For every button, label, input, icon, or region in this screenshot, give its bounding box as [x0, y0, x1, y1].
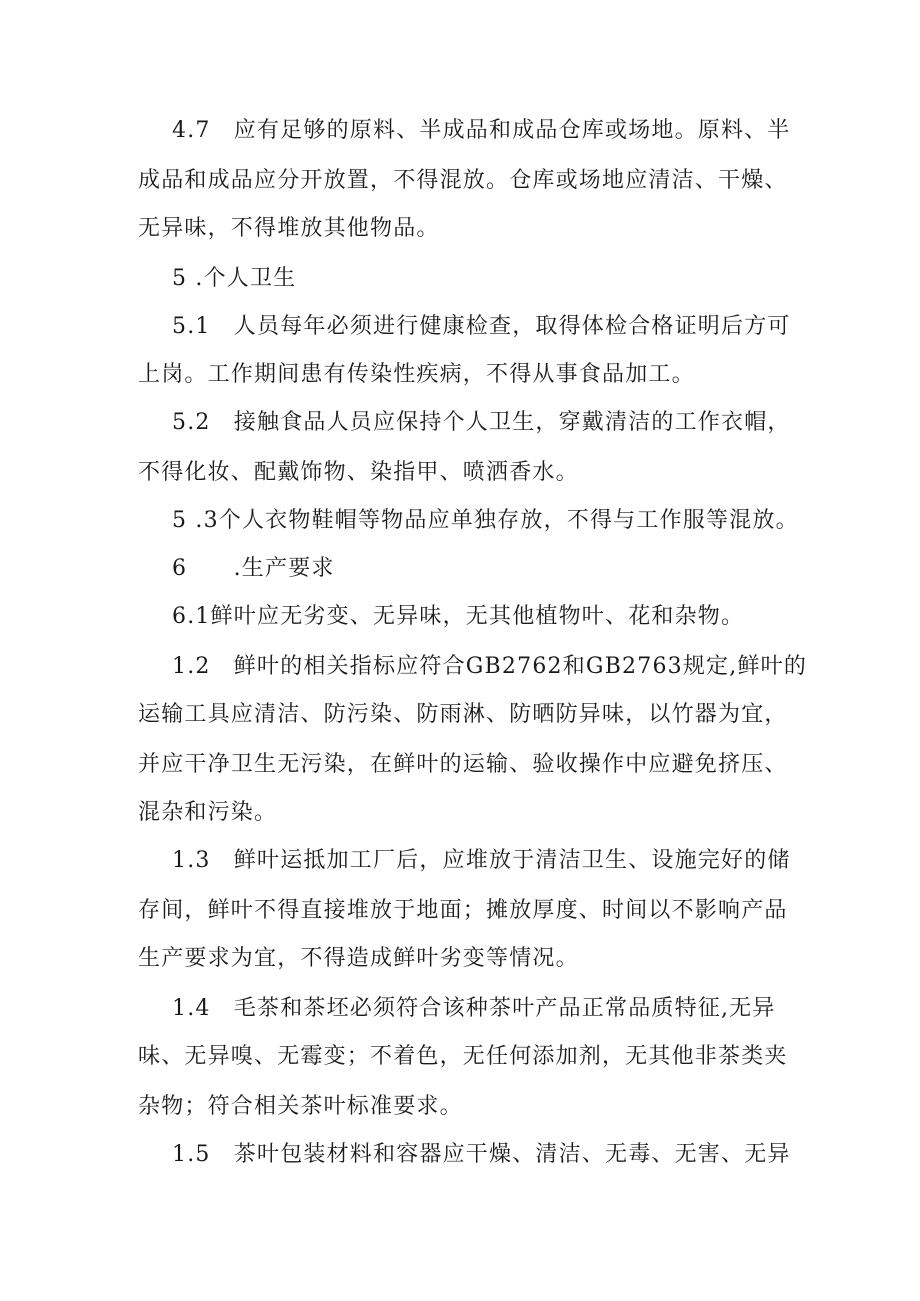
paragraph-1-3-line-1: 1.3 鲜叶运抵加工厂后，应堆放于清洁卫生、设施完好的储: [172, 848, 791, 873]
paragraph-1-2-line-1: 1.2 鲜叶的相关指标应符合GB2762和GB2763规定,鲜叶的: [172, 654, 808, 679]
paragraph-1-2-line-3: 并应干净卫生无污染，在鲜叶的运输、验收操作中应避免挤压、: [138, 752, 788, 777]
paragraph-6-1: 6.1鲜叶应无劣变、无异味，无其他植物叶、花和杂物。: [172, 604, 745, 629]
paragraph-5-2-line-1: 5.2 接触食品人员应保持个人卫生，穿戴清洁的工作衣帽，: [172, 410, 791, 435]
paragraph-4-7-line-1: 4.7 应有足够的原料、半成品和成品仓库或场地。原料、半: [172, 118, 791, 143]
paragraph-5-1-line-1: 5.1 人员每年必须进行健康检查，取得体检合格证明后方可: [172, 314, 791, 339]
paragraph-1-4-line-3: 杂物；符合相关茶叶标准要求。: [138, 1094, 463, 1119]
paragraph-1-2-line-4: 混杂和污染。: [138, 800, 278, 825]
paragraph-5-2-line-2: 不得化妆、配戴饰物、染指甲、喷洒香水。: [138, 460, 579, 485]
paragraph-1-4-line-2: 味、无异嗅、无霉变；不着色，无任何添加剂，无其他非茶类夹: [138, 1044, 788, 1069]
paragraph-1-2-line-2: 运输工具应清洁、防污染、防雨淋、防晒防异味，以竹器为宜，: [138, 702, 788, 727]
paragraph-4-7-line-3: 无异味，不得堆放其他物品。: [138, 216, 440, 241]
paragraph-1-4-line-1: 1.4 毛茶和茶坯必须符合该种茶叶产品正常品质特征,无异: [172, 996, 776, 1021]
paragraph-5-3: 5 .3个人衣物鞋帽等物品应单独存放，不得与工作服等混放。: [172, 508, 799, 533]
section-5-heading: 5 .个人卫生: [172, 266, 297, 291]
paragraph-5-1-line-2: 上岗。工作期间患有传染性疾病，不得从事食品加工。: [138, 362, 695, 387]
paragraph-1-3-line-2: 存间，鲜叶不得直接堆放于地面；摊放厚度、时间以不影响产品: [138, 898, 788, 923]
paragraph-4-7-line-2: 成品和成品应分开放置，不得混放。仓库或场地应清洁、干燥、: [138, 168, 788, 193]
section-6-heading: 6 .生产要求: [172, 556, 335, 581]
paragraph-1-5-line-1: 1.5 茶叶包装材料和容器应干燥、清洁、无毒、无害、无异: [172, 1142, 791, 1167]
paragraph-1-3-line-3: 生产要求为宜，不得造成鲜叶劣变等情况。: [138, 946, 579, 971]
